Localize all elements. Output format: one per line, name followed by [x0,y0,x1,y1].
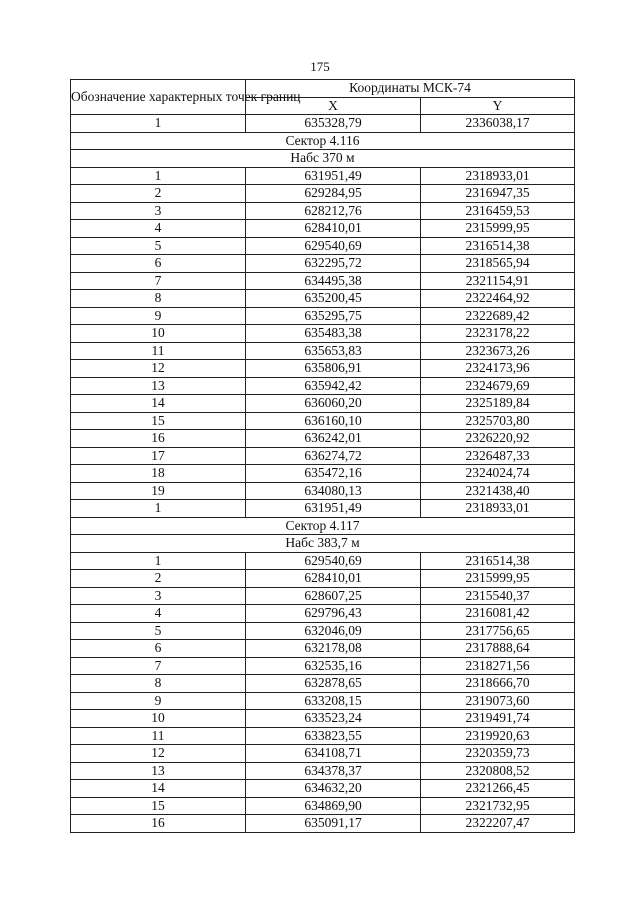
table-row [71,272,575,290]
x-coordinate: 636242,01 [246,430,421,448]
y-coordinate: 2325703,80 [421,412,575,430]
x-coordinate: 635328,79 [246,115,421,133]
y-coordinate: 2318933,01 [421,500,575,518]
y-coordinate: 2321732,95 [421,797,575,815]
x-coordinate: 636160,10 [246,412,421,430]
x-coordinate: 628410,01 [246,570,421,588]
table-row [71,167,575,185]
page-number: 175 [310,59,330,74]
sector-height-row [71,150,575,168]
y-coordinate: 2324173,96 [421,360,575,378]
y-coordinate: 2318666,70 [421,675,575,693]
y-coordinate: 2317756,65 [421,622,575,640]
table-row [71,570,575,588]
table-row [71,727,575,745]
point-number: 1 [71,500,246,518]
x-coordinate: 633208,15 [246,692,421,710]
table-row [71,465,575,483]
table-row [71,640,575,658]
x-coordinate: 628212,76 [246,202,421,220]
x-coordinate: 628607,25 [246,587,421,605]
y-coordinate: 2321438,40 [421,482,575,500]
table-row [71,622,575,640]
table-row [71,710,575,728]
sector-height: Набс 370 м [71,150,575,168]
point-number: 16 [71,815,246,833]
y-coordinate: 2316947,35 [421,185,575,203]
x-coordinate: 634869,90 [246,797,421,815]
y-header: Y [421,97,575,115]
y-coordinate: 2323178,22 [421,325,575,343]
point-number: 15 [71,412,246,430]
coordinates-table [70,79,575,833]
y-coordinate: 2316459,53 [421,202,575,220]
x-coordinate: 635942,42 [246,377,421,395]
table-row [71,797,575,815]
x-coordinate: 632295,72 [246,255,421,273]
point-number: 18 [71,465,246,483]
x-coordinate: 635200,45 [246,290,421,308]
x-coordinate: 634632,20 [246,780,421,798]
table-row [71,202,575,220]
table-row [71,237,575,255]
table-header [71,80,575,115]
point-number: 4 [71,605,246,623]
point-number: 10 [71,710,246,728]
point-number: 19 [71,482,246,500]
table-row [71,815,575,833]
table-row [71,605,575,623]
point-number: 14 [71,780,246,798]
x-coordinate: 629540,69 [246,552,421,570]
table-row [71,115,575,133]
point-number: 9 [71,692,246,710]
table-row [71,290,575,308]
x-coordinate: 634108,71 [246,745,421,763]
y-coordinate: 2319920,63 [421,727,575,745]
table-row [71,360,575,378]
y-coordinate: 2315999,95 [421,570,575,588]
x-coordinate: 635091,17 [246,815,421,833]
x-coordinate: 634080,13 [246,482,421,500]
y-coordinate: 2320359,73 [421,745,575,763]
y-coordinate: 2336038,17 [421,115,575,133]
table-row [71,587,575,605]
y-coordinate: 2326220,92 [421,430,575,448]
x-coordinate: 632878,65 [246,675,421,693]
table-row [71,377,575,395]
point-number: 3 [71,202,246,220]
point-number: 13 [71,377,246,395]
table-row [71,307,575,325]
y-coordinate: 2325189,84 [421,395,575,413]
point-number: 17 [71,447,246,465]
point-number: 11 [71,727,246,745]
y-coordinate: 2318565,94 [421,255,575,273]
table-row [71,692,575,710]
table-row [71,552,575,570]
table-row [71,185,575,203]
y-coordinate: 2321154,91 [421,272,575,290]
table-row [71,657,575,675]
y-coordinate: 2316081,42 [421,605,575,623]
y-coordinate: 2318933,01 [421,167,575,185]
x-coordinate: 636060,20 [246,395,421,413]
coords-system-header: Координаты МСК-74 [246,80,575,98]
x-coordinate: 633523,24 [246,710,421,728]
table-row [71,482,575,500]
point-number: 7 [71,272,246,290]
x-coordinate: 635806,91 [246,360,421,378]
point-number: 2 [71,570,246,588]
x-coordinate: 636274,72 [246,447,421,465]
x-coordinate: 632178,08 [246,640,421,658]
x-coordinate: 633823,55 [246,727,421,745]
sector-title: Сектор 4.117 [71,517,575,535]
point-number: 4 [71,220,246,238]
y-coordinate: 2322207,47 [421,815,575,833]
y-coordinate: 2324679,69 [421,377,575,395]
point-number: 7 [71,657,246,675]
y-coordinate: 2318271,56 [421,657,575,675]
table-row [71,762,575,780]
table-row [71,325,575,343]
table-row [71,780,575,798]
x-header: X [246,97,421,115]
sector-height: Набс 383,7 м [71,535,575,553]
y-coordinate: 2321266,45 [421,780,575,798]
y-coordinate: 2322464,92 [421,290,575,308]
y-coordinate: 2322689,42 [421,307,575,325]
x-coordinate: 632535,16 [246,657,421,675]
x-coordinate: 634495,38 [246,272,421,290]
table-row [71,675,575,693]
sector-height-row [71,535,575,553]
point-number: 3 [71,587,246,605]
x-coordinate: 629796,43 [246,605,421,623]
table-row [71,447,575,465]
table-row [71,430,575,448]
sector-title: Сектор 4.116 [71,132,575,150]
point-number: 14 [71,395,246,413]
y-coordinate: 2315999,95 [421,220,575,238]
point-number: 6 [71,255,246,273]
x-coordinate: 628410,01 [246,220,421,238]
table-row [71,220,575,238]
table-row [71,745,575,763]
point-number: 12 [71,745,246,763]
boundary-points-header: Обозначение характерных точек границ [71,80,246,115]
x-coordinate: 631951,49 [246,500,421,518]
x-coordinate: 631951,49 [246,167,421,185]
point-number: 15 [71,797,246,815]
y-coordinate: 2316514,38 [421,237,575,255]
y-coordinate: 2324024,74 [421,465,575,483]
x-coordinate: 634378,37 [246,762,421,780]
sector-title-row [71,517,575,535]
point-number: 8 [71,290,246,308]
point-number: 1 [71,552,246,570]
point-number: 13 [71,762,246,780]
point-number: 5 [71,622,246,640]
point-number: 10 [71,325,246,343]
x-coordinate: 635653,83 [246,342,421,360]
x-coordinate: 629540,69 [246,237,421,255]
point-number: 1 [71,115,246,133]
sector-title-row [71,132,575,150]
y-coordinate: 2316514,38 [421,552,575,570]
point-number: 8 [71,675,246,693]
x-coordinate: 635483,38 [246,325,421,343]
y-coordinate: 2323673,26 [421,342,575,360]
x-coordinate: 629284,95 [246,185,421,203]
point-number: 9 [71,307,246,325]
table-row [71,342,575,360]
x-coordinate: 635472,16 [246,465,421,483]
point-number: 1 [71,167,246,185]
point-number: 5 [71,237,246,255]
y-coordinate: 2317888,64 [421,640,575,658]
y-coordinate: 2320808,52 [421,762,575,780]
table-row [71,500,575,518]
y-coordinate: 2326487,33 [421,447,575,465]
point-number: 16 [71,430,246,448]
point-number: 11 [71,342,246,360]
point-number: 12 [71,360,246,378]
y-coordinate: 2315540,37 [421,587,575,605]
x-coordinate: 635295,75 [246,307,421,325]
table-row [71,395,575,413]
y-coordinate: 2319491,74 [421,710,575,728]
table-body [71,115,575,833]
x-coordinate: 632046,09 [246,622,421,640]
y-coordinate: 2319073,60 [421,692,575,710]
table-row [71,255,575,273]
table-row [71,412,575,430]
point-number: 6 [71,640,246,658]
point-number: 2 [71,185,246,203]
